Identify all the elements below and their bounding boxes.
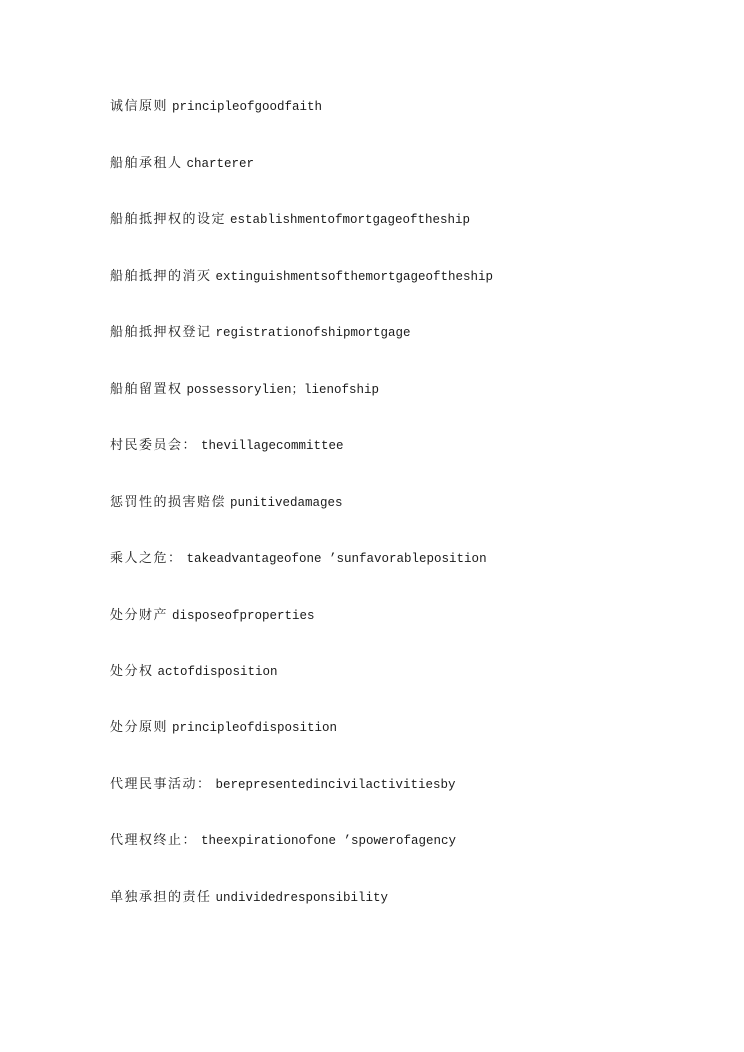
entry-english-term: berepresentedincivilactivitiesby <box>215 778 456 792</box>
glossary-entry <box>110 96 322 118</box>
glossary-entry <box>110 209 470 231</box>
entry-english-term: actofdisposition <box>157 665 278 679</box>
entry-chinese-term: 处分原则 <box>110 720 169 735</box>
glossary-entry <box>110 605 315 627</box>
glossary-entry <box>110 774 456 796</box>
entry-chinese-term: 单独承担的责任 <box>110 890 212 905</box>
entry-english-term: establishmentofmortgageoftheship <box>230 213 471 227</box>
entry-chinese-term: 船舶抵押的消灭 <box>110 269 212 284</box>
glossary-entry <box>110 492 343 514</box>
glossary-entry <box>110 887 388 909</box>
glossary-entry <box>110 153 254 175</box>
entry-chinese-term: 船舶承租人 <box>110 156 183 171</box>
glossary-entry <box>110 717 337 739</box>
entry-chinese-term: 诚信原则 <box>110 99 169 114</box>
glossary-entry <box>110 266 493 288</box>
glossary-entry <box>110 661 278 683</box>
entry-english-term: possessorylien；lienofship <box>186 383 380 397</box>
entry-english-term: registrationofshipmortgage <box>215 326 411 340</box>
entry-chinese-term: 处分权 <box>110 664 154 679</box>
entry-chinese-term: 船舶抵押权的设定 <box>110 212 227 227</box>
entry-chinese-term: 船舶抵押权登记 <box>110 325 212 340</box>
entry-chinese-term: 惩罚性的损害赔偿 <box>110 495 227 510</box>
entry-english-term: takeadvantageofone ’sunfavorableposition <box>186 552 487 566</box>
entry-english-term: principleofdisposition <box>172 721 338 735</box>
entry-english-term: thevillagecommittee <box>201 439 344 453</box>
glossary-entry <box>110 548 487 570</box>
entry-english-term: principleofgoodfaith <box>172 100 323 114</box>
entry-chinese-term: 代理民事活动： <box>110 777 212 792</box>
entry-english-term: disposeofproperties <box>172 609 315 623</box>
entry-english-term: charterer <box>186 157 255 171</box>
glossary-entry <box>110 830 456 852</box>
entry-chinese-term: 处分财产 <box>110 608 169 623</box>
entry-chinese-term: 代理权终止： <box>110 833 198 848</box>
glossary-entry <box>110 379 379 401</box>
entry-chinese-term: 村民委员会： <box>110 438 198 453</box>
entry-english-term: theexpirationofone ’spowerofagency <box>201 834 457 848</box>
entry-chinese-term: 船舶留置权 <box>110 382 183 397</box>
glossary-entry <box>110 322 411 344</box>
entry-english-term: punitivedamages <box>230 496 343 510</box>
entry-english-term: undividedresponsibility <box>215 891 389 905</box>
entry-english-term: extinguishmentsofthemortgageoftheship <box>215 270 494 284</box>
entry-chinese-term: 乘人之危： <box>110 551 183 566</box>
glossary-entry <box>110 435 344 457</box>
